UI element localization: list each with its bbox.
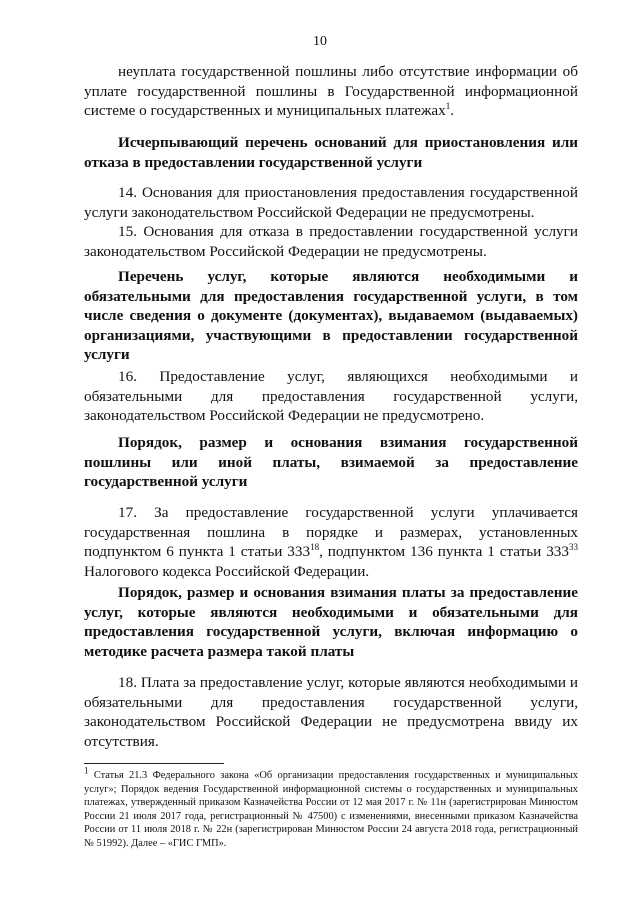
footnote-marker: 1 bbox=[84, 765, 89, 776]
paragraph-17-part-3: Налогового кодекса Российской Федерации. bbox=[84, 562, 370, 580]
fee-heading: Порядок, размер и основания взимания государственной пошлины или иной платы, взимаемой за предоставление государственной услуги bbox=[84, 434, 578, 491]
suspension-heading: Исчерпывающий перечень оснований для приостановления или отказа в предоставлении государственной услуги bbox=[84, 134, 578, 171]
paragraph-16: 16. Предоставление услуг, являющихся необходимыми и обязательными для предоставления государственной услуги, законодательством Российской Федерации не предусмотрено. bbox=[84, 368, 578, 425]
footnote-separator bbox=[84, 763, 224, 764]
paragraph-17-part-2: , подпунктом 136 пункта 1 статьи 333 bbox=[319, 543, 569, 561]
footnote bbox=[84, 765, 578, 851]
paragraph-18: 18. Плата за предоставление услуг, которые являются необходимыми и обязательными для предоставления государственной услуги, законодательством Российской Федерации не предусмотрена ввиду их отсутствия. bbox=[84, 674, 578, 750]
intro-tail: . bbox=[450, 102, 455, 120]
footnote-reference: 1 bbox=[445, 101, 451, 112]
paragraph-14: 14. Основания для приостановления предоставления государственной услуги законодательством Российской Федерации не предусмотрены. bbox=[84, 184, 578, 221]
footnote-text: Статья 21.3 Федерального закона «Об организации предоставления государственных и муниципальных услуг»; Порядок ведения Государственной информационной системы о государственных и муниципальных платежах, утвержденный приказом Казначейства России от 12 мая 2017 г. № 11н (зарегистрирован Минюстом России 21 июля 2017 года, регистрационный № 47500) с изменениями, внесенными приказом Казначейства России от 11 июля 2018 г. № 22н (зарегистрирован Минюстом России 24 августа 2018 года, регистрационный № 51992). Далее – «ГИС ГМП». bbox=[84, 770, 578, 849]
services-heading: Перечень услуг, которые являются необходимыми и обязательными для предоставления государственной услуги, в том числе сведения о документе (документах), выдаваемом (выдаваемых) организациями, участвующими в предоставлении государственной услуги bbox=[84, 268, 578, 364]
paragraph-17-part-1: 17. За предоставление государственной услуги уплачивается государственная пошлина в порядке и размерах, установленных подпунктом 6 пункта 1 статьи 333 bbox=[84, 504, 578, 561]
intro-paragraph bbox=[84, 62, 578, 121]
paragraphs-14-15 bbox=[84, 183, 578, 261]
paragraph-15: 15. Основания для отказа в предоставлении государственной услуги законодательством Российской Федерации не предусмотрены. bbox=[84, 223, 578, 260]
intro-text: неуплата государственной пошлины либо отсутствие информации об уплате государственной пошлины в Государственной информационной системе о государственных и муниципальных платежах bbox=[84, 63, 578, 120]
footnote-reference-33: 33 bbox=[569, 542, 578, 553]
payment-heading: Порядок, размер и основания взимания платы за предоставление услуг, которые являются необходимыми и обязательными для предоставления государственной услуги, включая информацию о методике расчета размера такой платы bbox=[84, 584, 578, 660]
footnote-reference-18: 18 bbox=[310, 542, 320, 553]
page-number: 10 bbox=[313, 34, 327, 49]
paragraph-17 bbox=[84, 503, 578, 581]
